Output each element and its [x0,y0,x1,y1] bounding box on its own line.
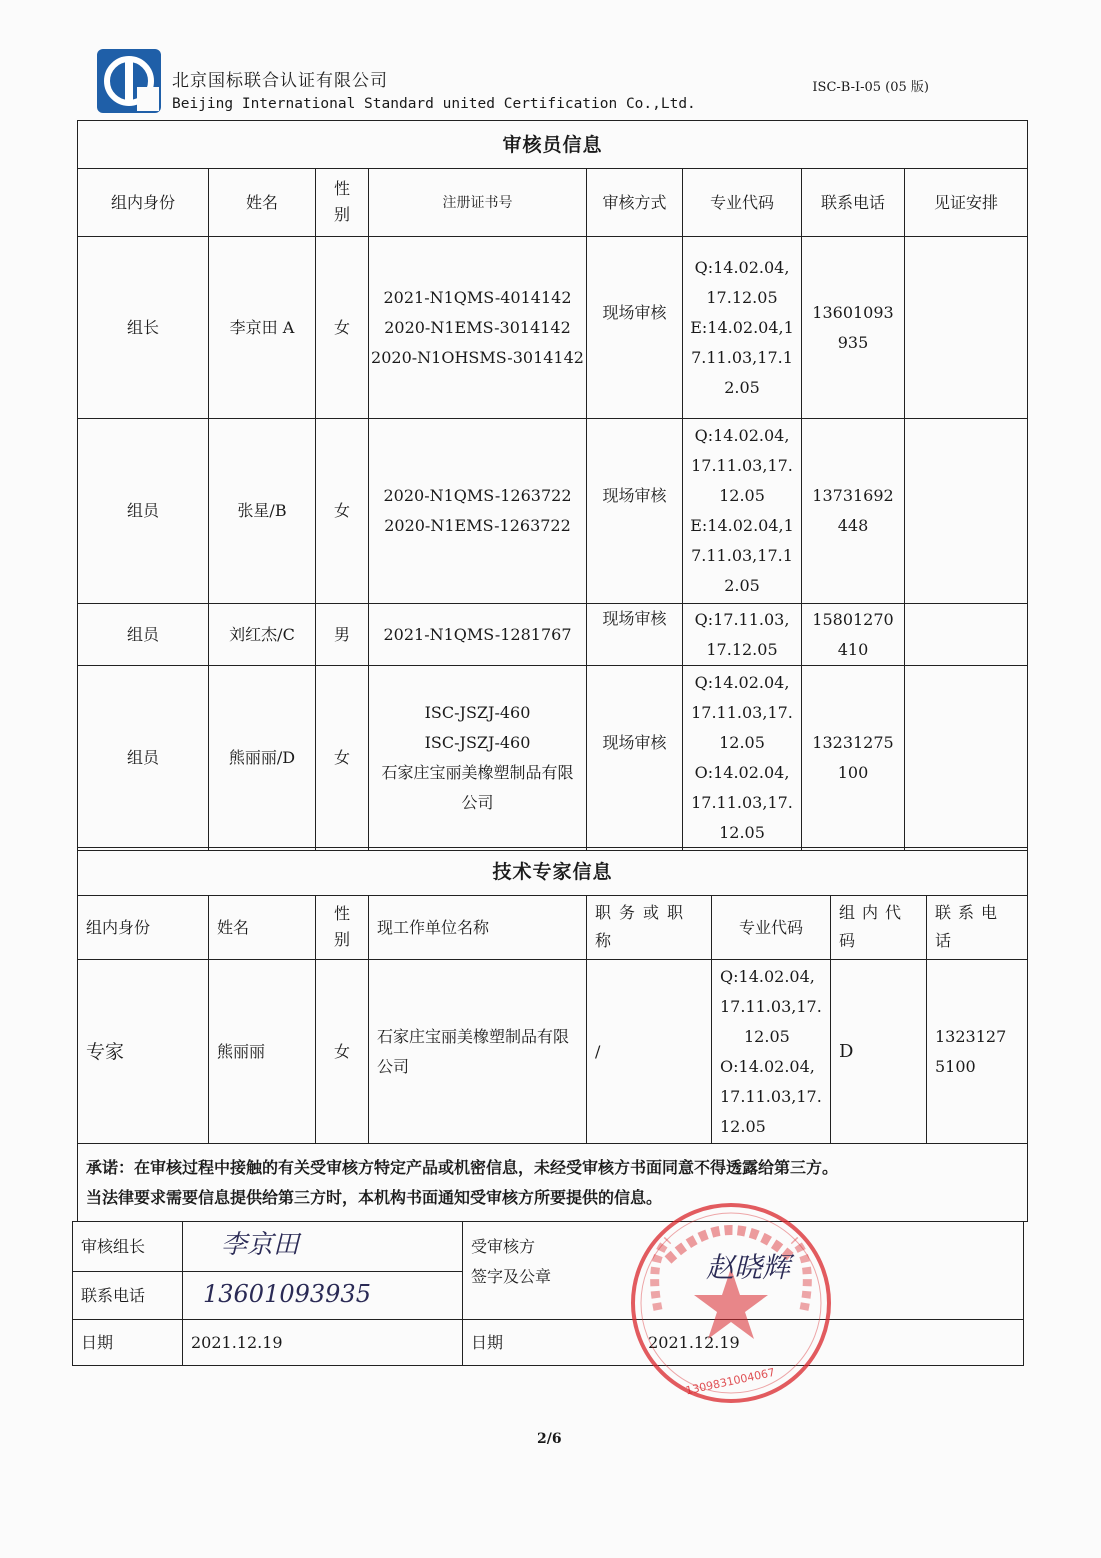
row-gender: 女 [316,419,369,604]
company-seal-stamp [628,1200,834,1406]
leader-signature: 李京田 [183,1222,463,1272]
expert-phone: 1323127 5100 [927,960,1028,1144]
col-header-witness: 见证安排 [905,169,1028,237]
row-phone: 15801270 410 [802,604,905,666]
row-name: 张星/B [209,419,316,604]
table-row [78,237,1028,419]
row-method: 现场审核 [587,604,683,666]
page-number: 2/6 [537,1431,562,1447]
row-witness [905,604,1028,666]
signoff-table [72,1221,1024,1366]
row-method: 现场审核 [587,666,683,851]
row-phone: 13231275 100 [802,666,905,851]
auditor-section-title: 审核员信息 [78,121,1028,169]
expert-role: 专家 [78,960,209,1144]
row-certs: 2021-N1QMS-1281767 [369,604,587,666]
row-certs: 2020-N1QMS-1263722 2020-N1EMS-1263722 [369,419,587,604]
expert-col-name: 姓名 [209,896,316,960]
row-role: 组员 [78,666,209,851]
stamp-number: 1309831004067 [684,1365,777,1398]
company-name-cn: 北京国标联合认证有限公司 [172,71,388,91]
expert-col-group-code: 组内代码 [831,896,927,960]
row-certs: ISC-JSZJ-460 ISC-JSZJ-460 石家庄宝丽美橡塑制品有限 公司 [369,666,587,851]
row-role: 组员 [78,604,209,666]
company-name-en: Beijing International Standard united Certification Co.,Ltd. [172,96,696,112]
document-code: ISC-B-I-05 (05 版) [812,80,929,95]
row-role: 组员 [78,419,209,604]
row-codes: Q:17.11.03, 17.12.05 [683,604,802,666]
row-method: 现场审核 [587,419,683,604]
auditor-info-table [77,120,1028,851]
col-header-code: 专业代码 [683,169,802,237]
row-witness [905,419,1028,604]
row-role: 组长 [78,237,209,419]
row-gender: 女 [316,237,369,419]
row-gender: 男 [316,604,369,666]
expert-col-gender: 性别 [316,896,369,960]
expert-col-code: 专业代码 [712,896,831,960]
col-header-name: 姓名 [209,169,316,237]
row-phone: 13731692 448 [802,419,905,604]
expert-col-title: 职务或职称 [587,896,712,960]
expert-title: / [587,960,712,1144]
expert-group-code: D [831,960,927,1144]
row-witness [905,666,1028,851]
leader-date: 2021.12.19 [183,1320,463,1366]
date-label: 日期 [73,1320,183,1366]
row-name: 刘红杰/C [209,604,316,666]
row-witness [905,237,1028,419]
row-phone: 13601093 935 [802,237,905,419]
row-codes: Q:14.02.04, 17.11.03,17. 12.05 E:14.02.04,1 7.11.03,17.1 2.05 [683,419,802,604]
row-codes: Q:14.02.04, 17.11.03,17. 12.05 O:14.02.04, 17.11.03,17. 12.05 [683,666,802,851]
row-certs: 2021-N1QMS-4014142 2020-N1EMS-3014142 2020-N1OHSMS-3014142 [369,237,587,419]
expert-info-table [77,847,1028,1222]
row-codes: Q:14.02.04, 17.12.05 E:14.02.04,1 7.11.03,17.1 2.05 [683,237,802,419]
col-header-cert: 注册证书号 [369,169,587,237]
auditee-signature: 赵晓辉 [706,1251,791,1284]
table-row [78,666,1028,851]
auditee-sign-cell: 受审核方 签字及公章 [463,1222,1024,1320]
row-name: 熊丽丽/D [209,666,316,851]
expert-col-company: 现工作单位名称 [369,896,587,960]
table-row [78,419,1028,604]
leader-phone: 13601093935 [183,1272,463,1320]
expert-name: 熊丽丽 [209,960,316,1144]
company-logo [95,47,163,115]
row-method: 现场审核 [587,237,683,419]
row-name: 李京田 A [209,237,316,419]
table-row [78,960,1028,1144]
leader-label: 审核组长 [73,1222,183,1272]
col-header-role: 组内身份 [78,169,209,237]
col-header-gender: 性别 [316,169,369,237]
row-gender: 女 [316,666,369,851]
expert-company: 石家庄宝丽美橡塑制品有限公司 [369,960,587,1144]
confidentiality-pledge: 承诺：在审核过程中接触的有关受审核方特定产品或机密信息，未经受审核方书面同意不得透露给第三方。 当法律要求需要信息提供给第三方时，本机构书面通知受审核方所要提供的信息。 [78,1144,1028,1222]
auditee-date-cell: 日期 2021.12.19 [463,1320,1024,1366]
phone-label: 联系电话 [73,1272,183,1320]
expert-col-phone: 联系电话 [927,896,1028,960]
expert-section-title: 技术专家信息 [78,848,1028,896]
col-header-method: 审核方式 [587,169,683,237]
table-row [78,604,1028,666]
expert-codes: Q:14.02.04, 17.11.03,17. 12.05 O:14.02.04, 17.11.03,17. 12.05 [712,960,831,1144]
col-header-phone: 联系电话 [802,169,905,237]
expert-gender: 女 [316,960,369,1144]
expert-col-role: 组内身份 [78,896,209,960]
